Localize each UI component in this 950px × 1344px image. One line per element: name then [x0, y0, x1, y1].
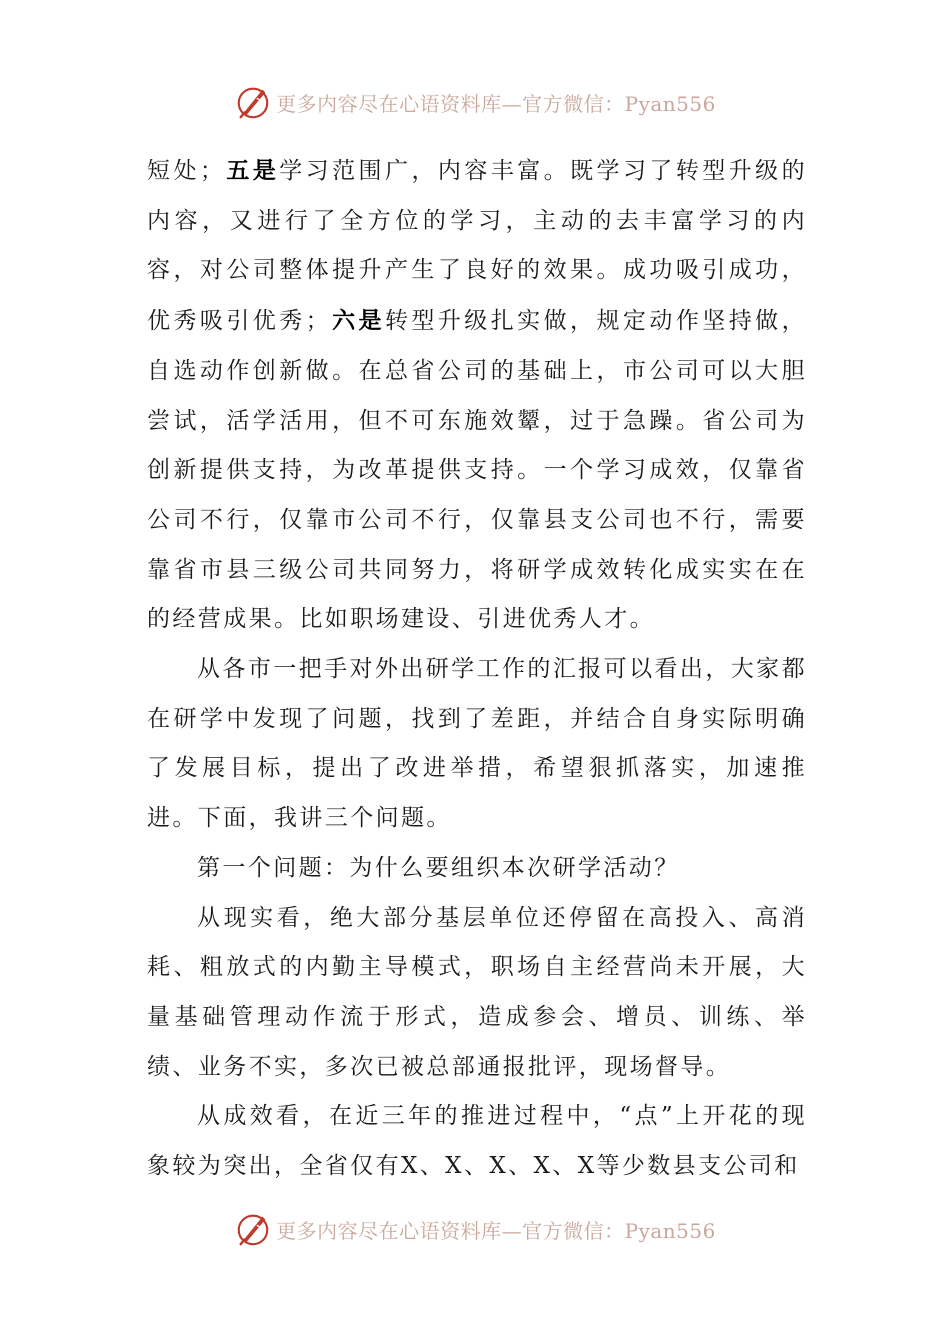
- quill-pen-logo-icon: [234, 1210, 272, 1248]
- footer-watermark: [234, 1210, 716, 1248]
- footer-watermark-banner: [0, 1209, 950, 1249]
- paragraph-1-bold-five: 五是: [225, 157, 280, 184]
- header-watermark: [234, 83, 716, 121]
- footer-watermark-text: 更多内容尽在心语资料库—官方微信：Pyan556: [276, 1218, 716, 1243]
- paragraph-1-tail: 转型升级扎实做，规定动作坚持做，自选动作创新做。在总省公司的基础上，市公司可以大胆尝试，活学活用，但不可东施效颦，过于急躁。省公司为创新提供支持，为改革提供支持。一个学习成效，仅靠省公司不行，仅靠市公司不行，仅靠县支公司也不行，需要靠省市县三级公司共同努力，将研学成效转化成实实在在的经营成果。比如职场建设、引进优秀人才。: [147, 308, 807, 633]
- paragraph-3: 从现实看，绝大部分基层单位还停留在高投入、高消耗、粗放式的内勤主导模式，职场自主经营尚未开展，大量基础管理动作流于形式，造成参会、增员、训练、举绩、业务不实，多次已被总部通报批评，现场督导。: [147, 904, 807, 1080]
- header-watermark-text: 更多内容尽在心语资料库—官方微信：Pyan556: [276, 91, 716, 116]
- quill-pen-logo-icon: [234, 83, 272, 121]
- paragraph-1-bold-six: 六是: [331, 307, 385, 335]
- document-body: [147, 146, 807, 1192]
- section-heading-question-one: 第一个问题：为什么要组织本次研学活动？: [197, 854, 680, 881]
- paragraph-1: [147, 146, 807, 645]
- paragraph-4: 从成效看，在近三年的推进过程中，“点”上开花的现象较为突出，全省仅有X、X、X、X、X等少数县支公司和: [147, 1103, 807, 1180]
- paragraph-2: 从各市一把手对外出研学工作的汇报可以看出，大家都在研学中发现了问题，找到了差距，并结合自身实际明确了发展目标，提出了改进举措，希望狠抓落实，加速推进。下面，我讲三个问题。: [147, 656, 807, 832]
- paragraph-1-lead: 短处；: [147, 158, 226, 184]
- paragraph-1-mid: 学习范围广，内容丰富。既学习了转型升级的内容，又进行了全方位的学习，主动的去丰富学习的内容，对公司整体提升产生了良好的效果。成功吸引成功，优秀吸引优秀；: [147, 158, 808, 335]
- header-watermark-banner: [0, 82, 950, 122]
